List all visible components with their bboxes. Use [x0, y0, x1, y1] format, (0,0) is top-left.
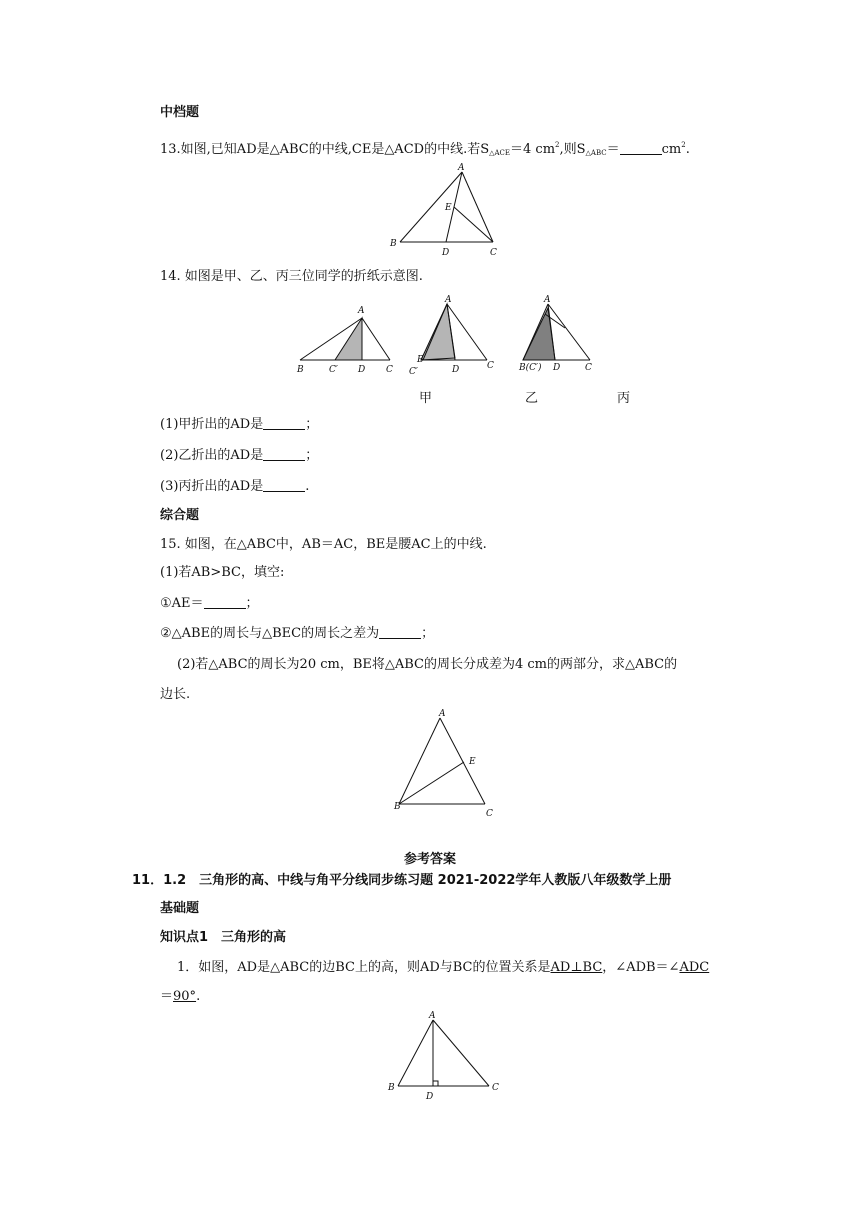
q15-a-end: ；: [245, 596, 259, 611]
q13-label-c: C: [490, 248, 497, 258]
q15-a: [160, 595, 259, 613]
q13-suffix: cm: [661, 142, 682, 157]
q14-item-1-text: (1)甲折出的AD是: [160, 417, 264, 432]
q14-item-3-blank[interactable]: [263, 479, 305, 492]
q15-part2-line2: 边长.: [160, 687, 191, 702]
q14-item-1-end: ；: [305, 417, 319, 432]
q1-answer-3: 90°: [173, 989, 197, 1004]
q1-line2-end: .: [196, 989, 201, 1004]
q15-label-c: C: [486, 809, 493, 819]
q1-mid: ，∠ADB＝∠: [602, 960, 680, 975]
q13-label-a: A: [458, 163, 465, 173]
q14-yi-label-c: C: [487, 361, 494, 371]
q14-yi-label-cp: C′: [409, 367, 418, 377]
q13-mid3: ＝: [606, 142, 620, 157]
q14-figure-jia: [292, 300, 402, 380]
q14-item-3-text: (3)丙折出的AD是: [160, 479, 264, 494]
q13-label-d: D: [442, 248, 450, 258]
q1-prefix: 1．如图，AD是△ABC的边BC上的高，则AD与BC的位置关系是: [177, 960, 551, 975]
q15-b-text: ②△ABE的周长与△BEC的周长之差为: [160, 626, 380, 641]
section-medium-heading: 中档题: [160, 105, 200, 120]
q13-sup2: 2: [681, 141, 686, 149]
q1-label-c: C: [492, 1083, 499, 1093]
q14-item-2: [160, 447, 318, 465]
q14-yi-label-d: D: [452, 365, 460, 375]
q13-prefix: 13.如图,已知AD是△ABC的中线,CE是△ACD的中线.若S: [160, 142, 490, 157]
q14-item-2-text: (2)乙折出的AD是: [160, 448, 264, 463]
q15-b-end: ；: [421, 626, 435, 641]
q15-label-b: B: [394, 802, 401, 812]
q15-label-a: A: [439, 709, 446, 719]
q13-sub1: △ACE: [489, 149, 511, 157]
q14-figure-yi: [405, 290, 500, 380]
question-14: 14. 如图是甲、乙、丙三位同学的折纸示意图.: [160, 269, 423, 284]
answers-title: 参考答案: [403, 852, 456, 867]
knowledge-point-1: 知识点1 三角形的高: [160, 930, 287, 945]
section-comprehensive-heading: 综合题: [160, 508, 200, 523]
q15-a-text: ①AE＝: [160, 596, 204, 611]
basic-heading: 基础题: [160, 901, 200, 916]
q14-bing-label-d: D: [553, 363, 561, 373]
question-15: 15. 如图，在△ABC中，AB＝AC，BE是腰AC上的中线.: [160, 537, 487, 552]
q1-label-b: B: [388, 1083, 395, 1093]
q14-bing-label-c: C: [585, 363, 592, 373]
q14-item-2-end: ；: [305, 448, 319, 463]
q13-mid2: ,则S: [559, 142, 586, 157]
q15-part1: (1)若AB>BC，填空:: [160, 565, 285, 580]
q14-item-3: [160, 478, 309, 496]
q14-bing-label-bcp: B(C′): [519, 363, 542, 373]
q14-caption-jia: 甲: [419, 391, 433, 406]
question-13: [160, 136, 690, 162]
answers-heading: 11．1.2 三角形的高、中线与角平分线同步练习题 2021-2022学年人教版八年级数学上册: [132, 873, 672, 888]
q15-triangle-figure: [385, 700, 505, 825]
q14-caption-bing: 丙: [617, 391, 631, 406]
q14-jia-label-cp: C′: [329, 365, 338, 375]
q14-jia-label-d: D: [358, 365, 366, 375]
q14-jia-label-b: B: [297, 365, 304, 375]
q13-label-b: B: [390, 239, 397, 249]
q1-answer-2: ADC: [679, 960, 710, 975]
q14-figure-bing: [515, 290, 605, 380]
q13-answer-blank[interactable]: [620, 142, 662, 155]
q14-bing-label-a: A: [544, 295, 551, 305]
q1-triangle-figure: [385, 1008, 505, 1103]
q15-b-blank[interactable]: [379, 626, 421, 639]
answer-q1-line2: [160, 988, 200, 1006]
q14-yi-label-a: A: [445, 295, 452, 305]
q14-item-3-end: .: [305, 479, 310, 494]
q15-label-e: E: [469, 757, 476, 767]
q15-b: [160, 625, 434, 643]
q14-yi-label-b: B: [417, 355, 424, 365]
q13-sup1: 2: [555, 141, 560, 149]
q13-sub2: △ABC: [585, 149, 607, 157]
q13-label-e: E: [445, 203, 452, 213]
q13-mid: ＝4 cm: [510, 142, 556, 157]
q14-caption-yi: 乙: [525, 391, 539, 406]
q14-jia-label-a: A: [358, 306, 365, 316]
q1-label-a: A: [429, 1011, 436, 1021]
q1-line2-prefix: ＝: [160, 989, 174, 1004]
q14-item-1: [160, 416, 318, 434]
q14-item-2-blank[interactable]: [263, 448, 305, 461]
q1-answer-1: AD⊥BC: [550, 960, 603, 975]
q15-a-blank[interactable]: [204, 596, 246, 609]
answer-q1-line1: [177, 959, 709, 977]
q15-part2-line1: (2)若△ABC的周长为20 cm，BE将△ABC的周长分成差为4 cm的两部分，求△ABC的: [177, 657, 678, 672]
q13-triangle-figure: [385, 160, 505, 260]
q1-label-d: D: [426, 1092, 434, 1102]
q14-item-1-blank[interactable]: [263, 417, 305, 430]
q14-jia-label-c: C: [386, 365, 393, 375]
q13-end: .: [685, 142, 690, 157]
